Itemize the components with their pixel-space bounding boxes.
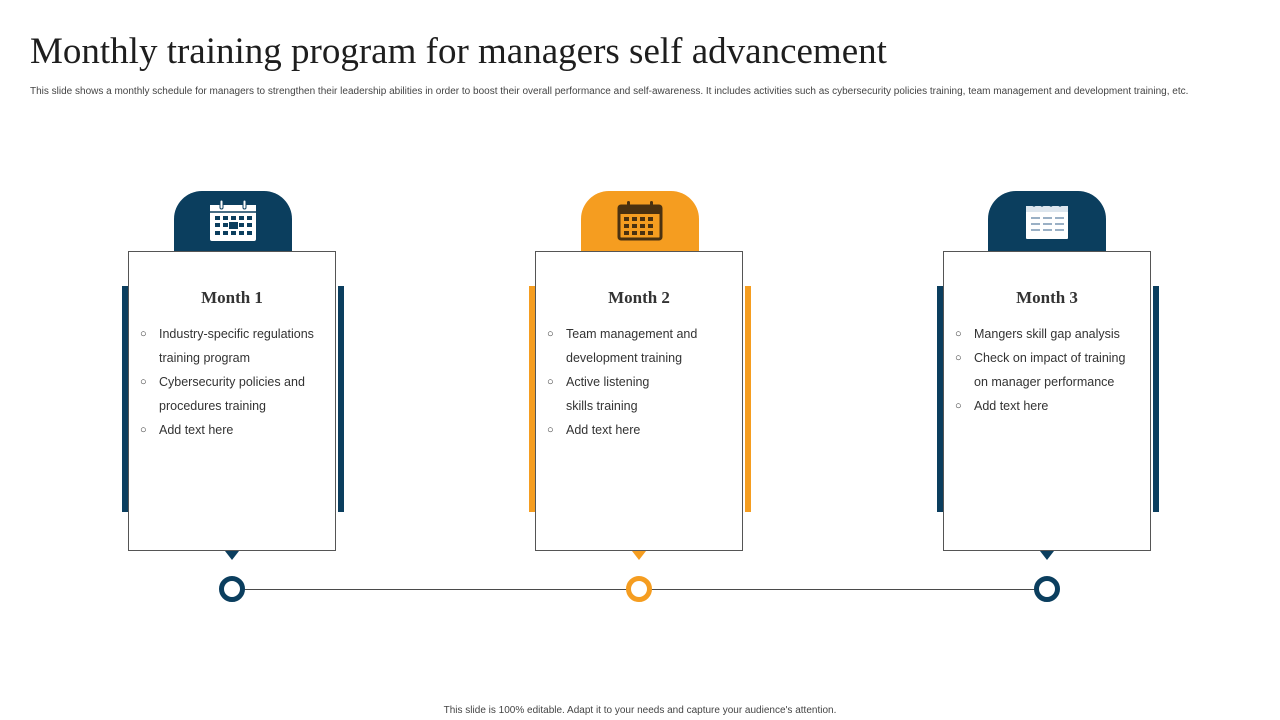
list-item: ○ Add text here xyxy=(547,418,734,442)
slide-footer: This slide is 100% editable. Adapt it to your needs and capture your audience's attention. xyxy=(443,705,837,716)
month-3-timeline-dot xyxy=(1034,576,1060,602)
month-1-title: Month 1 xyxy=(201,288,263,307)
bullet-icon: ○ xyxy=(140,328,147,340)
list-item: ○ Cybersecurity policies and procedures training xyxy=(140,370,327,418)
bullet-icon: ○ xyxy=(140,376,147,388)
bullet-icon: ○ xyxy=(547,424,554,436)
month-2-tab xyxy=(581,191,699,251)
month-1-right-accent xyxy=(338,286,344,512)
month-3-pointer xyxy=(1040,551,1054,560)
calendar-icon xyxy=(1024,201,1070,241)
month-1-pointer xyxy=(225,551,239,560)
month-2-title: Month 2 xyxy=(608,288,670,307)
list-item: ○ Active listening skills training xyxy=(547,370,734,418)
slide-subtitle: This slide shows a monthly schedule for managers to strengthen their leadership abilities in order to boost their overall performance and self-awareness. It includes activities such as cybersecurity policies training, team management and development training, etc. xyxy=(30,86,1189,97)
slide-title: Monthly training program for managers self advancement xyxy=(30,31,887,72)
bullet-icon: ○ xyxy=(955,328,962,340)
month-2-list xyxy=(547,322,734,442)
list-item: ○ Team management and development training xyxy=(547,322,734,370)
calendar-icon xyxy=(617,201,663,241)
month-2-right-accent xyxy=(745,286,751,512)
calendar-icon xyxy=(208,199,258,243)
month-1-tab xyxy=(174,191,292,251)
bullet-icon: ○ xyxy=(547,376,554,388)
month-3-tab xyxy=(988,191,1106,251)
list-item: ○ Industry-specific regulations training program xyxy=(140,322,327,370)
month-2-pointer xyxy=(632,551,646,560)
month-2-card xyxy=(535,251,743,551)
month-1-card xyxy=(128,251,336,551)
month-3-list xyxy=(955,322,1142,418)
bullet-icon: ○ xyxy=(955,352,962,364)
list-item: ○ Check on impact of training on manager performance xyxy=(955,346,1142,394)
bullet-icon: ○ xyxy=(547,328,554,340)
month-3-right-accent xyxy=(1153,286,1159,512)
list-item: ○ Add text here xyxy=(140,418,327,442)
month-1-list xyxy=(140,322,327,442)
list-item: ○ Add text here xyxy=(955,394,1142,418)
bullet-icon: ○ xyxy=(955,400,962,412)
bullet-icon: ○ xyxy=(140,424,147,436)
list-item: ○ Mangers skill gap analysis xyxy=(955,322,1142,346)
month-3-title: Month 3 xyxy=(1016,288,1078,307)
month-3-card xyxy=(943,251,1151,551)
month-2-timeline-dot xyxy=(626,576,652,602)
month-1-timeline-dot xyxy=(219,576,245,602)
